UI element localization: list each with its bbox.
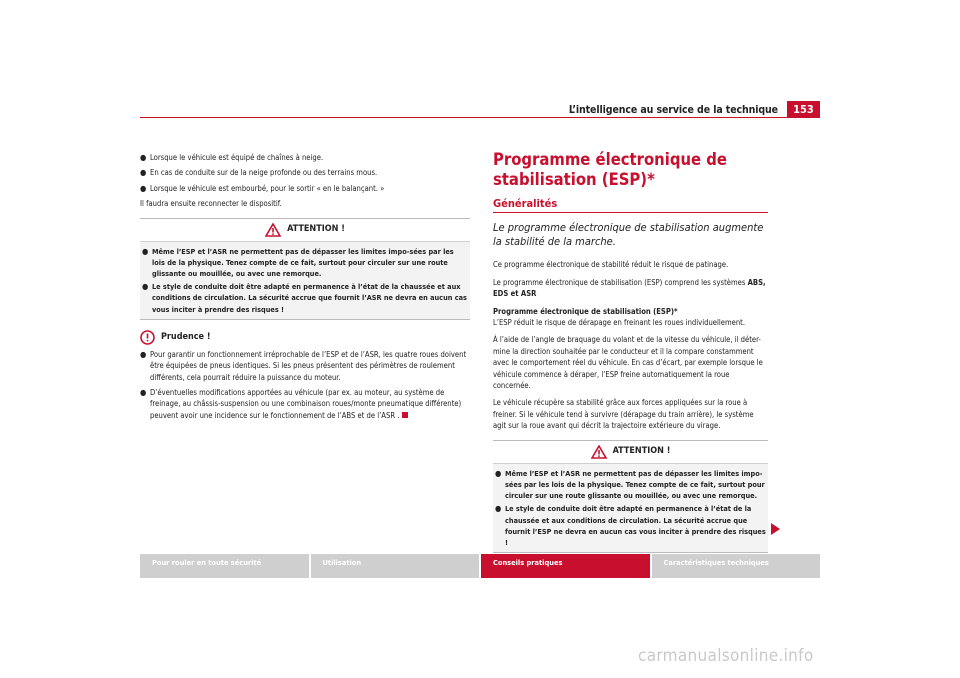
list-item-text: Le style de conduite doit être adapté en permanence à l’état de la chaussée et aux conditions de circulation. La sécurité accrue que fournit l’ASR ne devra en aucun cas vous inciter à prendre des risques !	[152, 282, 467, 314]
list-item	[140, 183, 470, 194]
warning-box	[493, 440, 768, 553]
section-end-icon	[402, 412, 408, 418]
list-item	[140, 167, 470, 178]
section-heading: Programme électronique de stabilisation (ESP)*	[493, 150, 727, 189]
list-item-text: En cas de conduite sur de la neige profonde ou des terrains mous.	[150, 168, 378, 178]
bullet-icon: ●	[140, 183, 147, 193]
list-item	[142, 281, 468, 315]
list-item	[142, 246, 468, 280]
paragraph-heading: Programme électronique de stabilisation (ESP)*	[493, 306, 678, 316]
paragraph: À l’aide de l’angle de braquage du volant et de la vitesse du véhicule, il déter-mine la direction souhaitée par le conducteur et il la compare constamment avec le comportement réel du véhicule. En cas d’écart, par exemple lorsque le véhicule commence à déraper, l’ESP freine automatiquement la roue concernée.	[493, 335, 763, 391]
list-item	[140, 349, 470, 383]
systems-list: ABS, EDS et ASR	[493, 277, 766, 299]
header-title: L’intelligence au service de la technique	[568, 104, 778, 116]
list-item	[140, 387, 470, 421]
warning-box	[140, 218, 470, 320]
warning-title: ATTENTION !	[612, 445, 671, 456]
bullet-icon: ●	[140, 153, 147, 162]
paragraph-text: Le programme électronique de stabilisation (ESP) comprend les systèmes	[493, 277, 746, 287]
warning-header	[493, 441, 768, 464]
list-item-text	[150, 387, 470, 421]
paragraph: Le véhicule récupère sa stabilité grâce aux forces appliquées sur la roue à freiner. Si le véhicule tend à survivre (dérapage du train arrière), le système agit sur la roue avant qui décrit la trajectoire extérieure du virage.	[493, 398, 754, 431]
list-item-text: Pour garantir un fonctionnement irréprochable de l’ESP et de l’ASR, les quatre roues doivent être équipées de pneus identiques. Si les pneus présentent des périmètres de roulement différents, cela pourrait réduire la puissance du moteur.	[150, 349, 467, 382]
paragraph: Ce programme électronique de stabilité réduit le risque de patinage.	[493, 260, 729, 270]
next-page-arrow-icon	[771, 523, 780, 535]
bullet-icon: ●	[140, 388, 147, 398]
subsection-heading: Généralités	[493, 198, 768, 213]
bullet-icon: ●	[140, 349, 147, 359]
bullet-icon: ●	[142, 246, 149, 256]
page-number: 153	[787, 101, 820, 118]
right-column	[493, 152, 768, 563]
footer-tabs	[140, 554, 820, 578]
watermark: carmanualsonline.info	[638, 646, 814, 666]
warning-title: ATTENTION !	[287, 223, 345, 234]
list-item	[495, 468, 766, 502]
warning-triangle-icon	[591, 445, 607, 459]
tab-conseils-pratiques[interactable]: Conseils pratiques	[481, 554, 650, 578]
warning-header	[140, 219, 470, 242]
paragraph: L’ESP réduit le risque de dérapage en freinant les roues individuellement.	[493, 318, 746, 328]
tab-caracteristiques-techniques[interactable]: Caractéristiques techniques	[652, 554, 821, 578]
reconnect-note: Il faudra ensuite reconnecter le dispositif.	[140, 199, 282, 209]
warning-body	[493, 464, 768, 552]
caution-title: Prudence !	[161, 331, 211, 342]
bullet-icon: ●	[140, 168, 147, 178]
tab-utilisation[interactable]: Utilisation	[311, 554, 480, 578]
list-item-text: Le style de conduite doit être adapté en permanence à l’état de la chaussée et aux conditions de circulation. La sécurité accrue que fournit l’ESP ne devra en aucun cas vous inciter à prendre des risques !	[505, 504, 766, 547]
list-item-text: Lorsque le véhicule est équipé de chaînes à neige.	[150, 153, 324, 162]
lead-text: Le programme électronique de stabilisation augmente la stabilité de la marche.	[493, 221, 764, 249]
bullet-icon: ●	[142, 282, 149, 292]
bullet-icon: ●	[495, 504, 502, 514]
header-rule	[140, 117, 820, 118]
warning-body	[140, 242, 470, 319]
warning-triangle-icon	[265, 223, 281, 237]
list-item	[495, 503, 766, 548]
list-item-text: Même l’ESP et l’ASR ne permettent pas de dépasser les limites impo-sées par les lois de la physique. Tenez compte de ce fait, surtout pour circuler sur une route glissante ou mouillée, ou avec une remorque.	[152, 246, 454, 279]
tab-pour-rouler-en-toute-securite[interactable]: Pour rouler en toute sécurité	[140, 554, 309, 578]
left-column	[140, 152, 470, 425]
caution-header	[140, 330, 470, 345]
list-item-text: Même l’ESP et l’ASR ne permettent pas de dépasser les limites impo-sées par les lois de la physique. Tenez compte de ce fait, surtout pour circuler sur une route glissante ou mouillée, ou avec une remorque.	[505, 468, 765, 501]
list-item-text: Lorsque le véhicule est embourbé, pour le sortir « en le balançant. »	[150, 183, 385, 193]
bullet-icon: ●	[495, 468, 502, 478]
caution-icon	[140, 330, 155, 345]
paragraph	[493, 277, 768, 300]
caution-text: D’éventuelles modifications apportées au véhicule (par ex. au moteur, au système de freinage, au châssis-suspension ou une combinaison roues/monte pneumatique différente) peuvent avoir une incidence sur le fonctionnement de l’ABS et de l’ASR .	[150, 388, 462, 420]
list-item	[140, 152, 470, 163]
